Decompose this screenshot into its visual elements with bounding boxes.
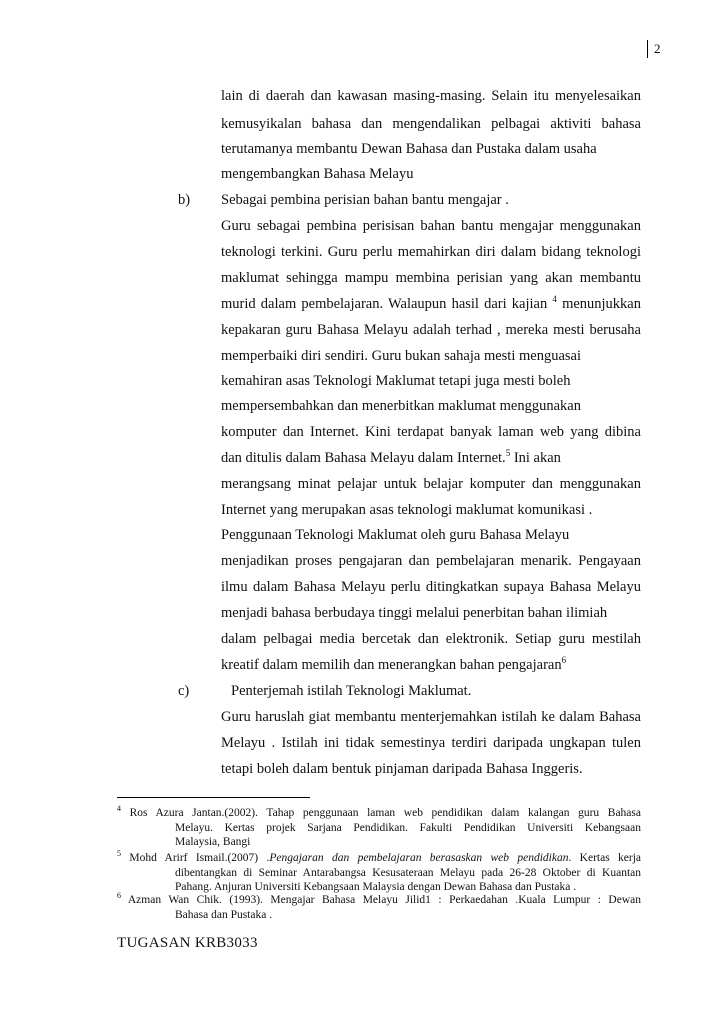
body-text: Ini akan (513, 450, 561, 466)
list-marker-c: c) (178, 683, 190, 699)
body-line: mempersembahkan dan menerbitkan maklumat menggunakan (221, 398, 581, 414)
body-line (221, 295, 641, 313)
body-line: teknologi terkini. Guru perlu memahirkan diri dalam bidang teknologi (221, 244, 641, 260)
footnote-text: Ros Azura Jantan.(2002). Tahap penggunaan laman web pendidikan dalam kalangan guru Bahasa (129, 807, 641, 819)
footnote-separator (117, 797, 310, 798)
body-line: tetapi boleh dalam bentuk pinjaman daripada Bahasa Inggeris. (221, 761, 583, 777)
body-text: murid dalam pembelajaran. Walaupun hasil dari kajian (221, 296, 548, 312)
body-line: menjadi bahasa berbudaya tinggi melalui penerbitan bahan ilimiah (221, 605, 608, 621)
footnote-number: 4 (117, 804, 121, 813)
body-line: Guru haruslah giat membantu menterjemahkan istilah ke dalam Bahasa (221, 709, 641, 725)
body-line: kemusyikalan bahasa dan mengendalikan pelbagai aktiviti bahasa (221, 116, 641, 132)
section-b-heading: Sebagai pembina perisian bahan bantu mengajar . (221, 192, 509, 208)
body-line: terutamanya membantu Dewan Bahasa dan Pustaka dalam usaha (221, 141, 597, 157)
footnote-number: 6 (117, 891, 121, 900)
body-line: kemahiran asas Teknologi Maklumat tetapi juga mesti boleh (221, 373, 571, 389)
footnote-line (117, 893, 641, 908)
body-line: komputer dan Internet. Kini terdapat banyak laman web yang dibina (221, 424, 641, 440)
footnote-4 (117, 806, 641, 850)
footnote-line: Pahang. Anjuran Universiti Kebangsaan Malaysia dengan Dewan Bahasa dan Pustaka . (175, 881, 577, 893)
body-line: Internet yang merupakan asas teknologi maklumat komunikasi . (221, 502, 593, 518)
footnote-text: . Kertas kerja (568, 852, 642, 864)
footnote-line: Malaysia, Bangi (175, 836, 251, 848)
body-line: merangsang minat pelajar untuk belajar komputer dan menggunakan (221, 476, 641, 492)
body-text: dan ditulis dalam Bahasa Melayu dalam Internet. (221, 450, 506, 466)
footnote-line (117, 806, 641, 821)
body-line: lain di daerah dan kawasan masing-masing. Selain itu menyelesaikan (221, 88, 641, 104)
page-number: 2 (647, 40, 661, 58)
body-text: menunjukkan (562, 296, 641, 312)
footnote-text: Azman Wan Chik. (1993). Mengajar Bahasa Melayu Jilid1 : Perkaedahan .Kuala Lumpur : Dewan (121, 894, 641, 906)
footnote-title: Pengajaran dan pembelajaran berasaskan web pendidikan (269, 852, 569, 864)
footnote-line: dibentangkan di Seminar Antarabangsa Kesusateraan Melayu pada 26-28 Oktober di Kuantan (175, 866, 641, 879)
footnote-author: Mohd Arirf Ismail.(2007) . (129, 852, 270, 864)
footnote-line (117, 851, 641, 866)
footnote-6 (117, 893, 641, 922)
footnote-number: 5 (117, 849, 121, 858)
body-line: Penggunaan Teknologi Maklumat oleh guru Bahasa Melayu (221, 527, 570, 543)
body-line: memperbaiki diri sendiri. Guru bukan sahaja mesti menguasai (221, 348, 581, 364)
body-line: Melayu . Istilah ini tidak semestinya terdiri daripada ungkapan tulen (221, 735, 641, 751)
footnote-5 (117, 851, 641, 895)
footnote-line: Bahasa dan Pustaka . (175, 908, 273, 921)
footnote-line: Melayu. Kertas projek Sarjana Pendidikan. Fakulti Pendidikan Universiti Kebangsaan (175, 821, 641, 834)
body-line (221, 656, 641, 674)
body-line: Guru sebagai pembina perisisan bahan bantu mengajar menggunakan (221, 218, 641, 234)
body-line: kepakaran guru Bahasa Melayu adalah terhad , mereka mesti berusaha (221, 322, 641, 338)
body-line: ilmu dalam Bahasa Melayu perlu ditingkatkan supaya Bahasa Melayu (221, 579, 641, 595)
body-line (221, 449, 641, 467)
section-c-heading: Penterjemah istilah Teknologi Maklumat. (231, 683, 472, 699)
body-text: kreatif dalam memilih dan menerangkan bahan pengajaran (221, 657, 562, 673)
footer-title: TUGASAN KRB3033 (117, 935, 258, 951)
footnote-ref: 6 (561, 655, 567, 665)
footnote-ref: 5 (505, 448, 511, 458)
list-marker-b: b) (178, 192, 191, 208)
body-line: mengembangkan Bahasa Melayu (221, 166, 414, 182)
footnote-ref: 4 (552, 294, 557, 304)
body-line: menjadikan proses pengajaran dan pembelajaran menarik. Pengayaan (221, 553, 641, 569)
body-line: dalam pelbagai media bercetak dan elektronik. Setiap guru mestilah (221, 631, 641, 647)
body-line: maklumat sehingga mampu membina perisian yang akan membantu (221, 270, 641, 286)
